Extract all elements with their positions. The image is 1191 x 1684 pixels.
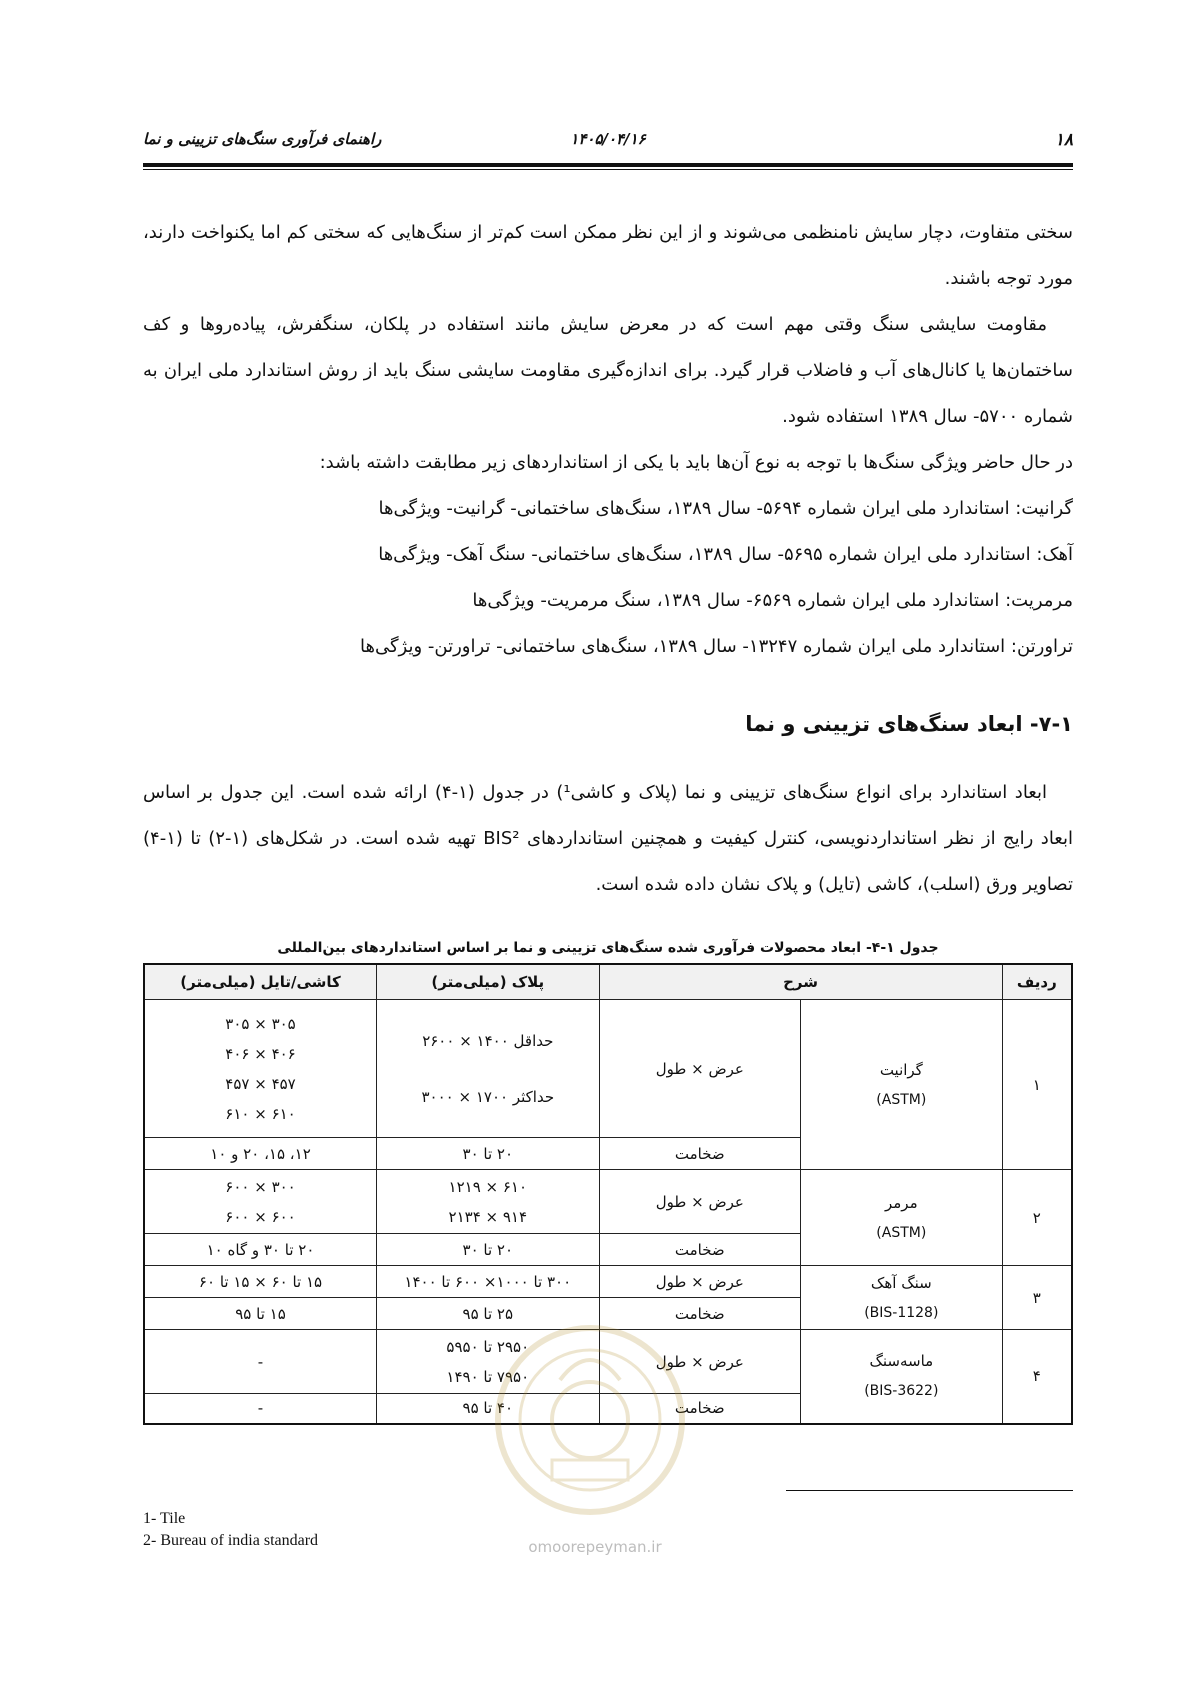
slab-dims: ۶۱۰ × ۱۲۱۹ ۹۱۴ × ۲۱۳۴ xyxy=(377,1170,600,1234)
standards-list xyxy=(243,440,1073,670)
footnote-1: 1- Tile xyxy=(143,1510,186,1527)
row-number: ۱ xyxy=(1002,1000,1072,1170)
table-header-row xyxy=(144,964,1072,1000)
header-tile: کاشی/تایل (میلی‌متر) xyxy=(144,964,377,1000)
standard-travertine: تراورتن: استاندارد ملی ایران شماره ۱۳۲۴۷- سال ۱۳۸۹، سنگ‌های ساختمانی- تراورتن- ویژگی‌ها xyxy=(360,636,1073,657)
dim-label: عرض × طول xyxy=(599,1266,801,1298)
tile-dims: ۳۰۵ × ۳۰۵ ۴۰۶ × ۴۰۶ ۴۵۷ × ۴۵۷ ۶۱۰ × ۶۱۰ xyxy=(144,1000,377,1138)
thickness-slab: ۴۰ تا ۹۵ xyxy=(377,1394,600,1424)
row-number: ۲ xyxy=(1002,1170,1072,1266)
header-row-num: ردیف xyxy=(1002,964,1072,1000)
tile-dims: ۱۵ تا ۶۰ × ۱۵ تا ۶۰ xyxy=(144,1266,377,1298)
watermark-site: omoorepeyman.ir xyxy=(528,1538,662,1556)
thickness-label: ضخامت xyxy=(599,1394,801,1424)
thickness-label: ضخامت xyxy=(599,1234,801,1266)
thickness-tile: ۱۲، ۱۵، ۲۰ و ۱۰ xyxy=(144,1138,377,1170)
footnotes xyxy=(143,1508,318,1552)
header-desc: شرح xyxy=(599,964,1002,1000)
dim-label: عرض × طول xyxy=(599,1330,801,1394)
footnote-2: 2- Bureau of india standard xyxy=(143,1532,319,1549)
table-row xyxy=(144,1266,1072,1298)
standards-intro: در حال حاضر ویژگی سنگ‌ها با توجه به نوع آن‌ها باید با یکی از استانداردهای زیر مطابقت داشته باشد: xyxy=(319,452,1073,473)
stone-name: گرانیت (ASTM) xyxy=(801,1000,1003,1170)
header-title: راهنمای فرآوری سنگ‌های تزیینی و نما xyxy=(143,130,382,148)
table-row xyxy=(144,1000,1072,1138)
tile-dims: ۳۰۰ × ۶۰۰ ۶۰۰ × ۶۰۰ xyxy=(144,1170,377,1234)
thickness-tile: ۲۰ تا ۳۰ و گاه ۱۰ xyxy=(144,1234,377,1266)
slab-dims: ۲۹۵۰ تا ۵۹۵۰ ۷۹۵۰ تا ۱۴۹۰ xyxy=(377,1330,600,1394)
stone-name: سنگ آهک (BIS-1128) xyxy=(801,1266,1003,1330)
thickness-label: ضخامت xyxy=(599,1298,801,1330)
section-heading: ۷-۱- ابعاد سنگ‌های تزیینی و نما xyxy=(745,712,1073,736)
footnote-rule xyxy=(786,1490,1073,1491)
thickness-label: ضخامت xyxy=(599,1138,801,1170)
thickness-tile: - xyxy=(144,1394,377,1424)
page-number: ۱۸ xyxy=(1054,130,1073,150)
header-rule-thick xyxy=(143,163,1073,167)
header-date: ۱۴۰۵/۰۴/۱۶ xyxy=(570,130,646,148)
page-header xyxy=(143,122,1073,152)
paragraph-2: مقاومت سایشی سنگ وقتی مهم است که در معرض سایش مانند استفاده در پلکان، سنگفرش، پیاده‌روها و کف ساختمان‌ها یا کانال‌های آب و فاضلاب قرار گیرد. برای اندازه‌گیری مقاومت سایشی سنگ باید از روش استاندارد ملی ایران به شماره ۵۷۰۰- سال ۱۳۸۹ استفاده شود. xyxy=(143,314,1073,427)
standard-marble: مرمریت: استاندارد ملی ایران شماره ۶۵۶۹- سال ۱۳۸۹، سنگ مرمریت- ویژگی‌ها xyxy=(472,590,1073,611)
thickness-slab: ۲۰ تا ۳۰ xyxy=(377,1234,600,1266)
header-slab: پلاک (میلی‌متر) xyxy=(377,964,600,1000)
thickness-slab: ۲۰ تا ۳۰ xyxy=(377,1138,600,1170)
stone-name: مرمر (ASTM) xyxy=(801,1170,1003,1266)
thickness-tile: ۱۵ تا ۹۵ xyxy=(144,1298,377,1330)
standard-limestone: آهک: استاندارد ملی ایران شماره ۵۶۹۵- سال ۱۳۸۹، سنگ‌های ساختمانی- سنگ آهک- ویژگی‌ها xyxy=(378,544,1073,565)
seal-watermark-icon xyxy=(490,1320,690,1520)
row-number: ۴ xyxy=(1002,1330,1072,1424)
tile-dims: - xyxy=(144,1330,377,1394)
thickness-slab: ۲۵ تا ۹۵ xyxy=(377,1298,600,1330)
slab-dims: ۳۰۰ تا ۱۰۰۰× ۶۰۰ تا ۱۴۰۰ xyxy=(377,1266,600,1298)
standard-granite: گرانیت: استاندارد ملی ایران شماره ۵۶۹۴- سال ۱۳۸۹، سنگ‌های ساختمانی- گرانیت- ویژگی‌ها xyxy=(378,498,1073,519)
paragraph-3: ابعاد استاندارد برای انواع سنگ‌های تزیینی و نما (پلاک و کاشی¹) در جدول (۱-۴) ارائه شده است. این جدول بر اساس ابعاد رایج از نظر استانداردنویسی، کنترل کیفیت و همچنین استانداردهای BIS² تهیه شده است. در شکل‌های (۱-۲) تا (۱-۴) تصاویر ورق (اسلب)، کاشی (تایل) و پلاک نشان داده شده است. xyxy=(143,782,1073,895)
table-caption: جدول ۱-۴- ابعاد محصولات فرآوری شده سنگ‌های تزیینی و نما بر اساس استانداردهای بین‌المللی xyxy=(277,940,939,956)
paragraph-1: سختی متفاوت، دچار سایش نامنظمی می‌شوند و از این نظر ممکن است کم‌تر از سنگ‌هایی که سختی کم اما یکنواخت دارند، مورد توجه باشند. xyxy=(143,222,1073,289)
row-number: ۳ xyxy=(1002,1266,1072,1330)
header-rule-thin xyxy=(143,169,1073,170)
dim-label: عرض × طول xyxy=(599,1000,801,1138)
dim-label: عرض × طول xyxy=(599,1170,801,1234)
slab-dims: حداقل ۱۴۰۰ × ۲۶۰۰ حداکثر ۱۷۰۰ × ۳۰۰۰ xyxy=(377,1000,600,1138)
table-row xyxy=(144,1170,1072,1234)
stone-name: ماسه‌سنگ (BIS-3622) xyxy=(801,1330,1003,1424)
